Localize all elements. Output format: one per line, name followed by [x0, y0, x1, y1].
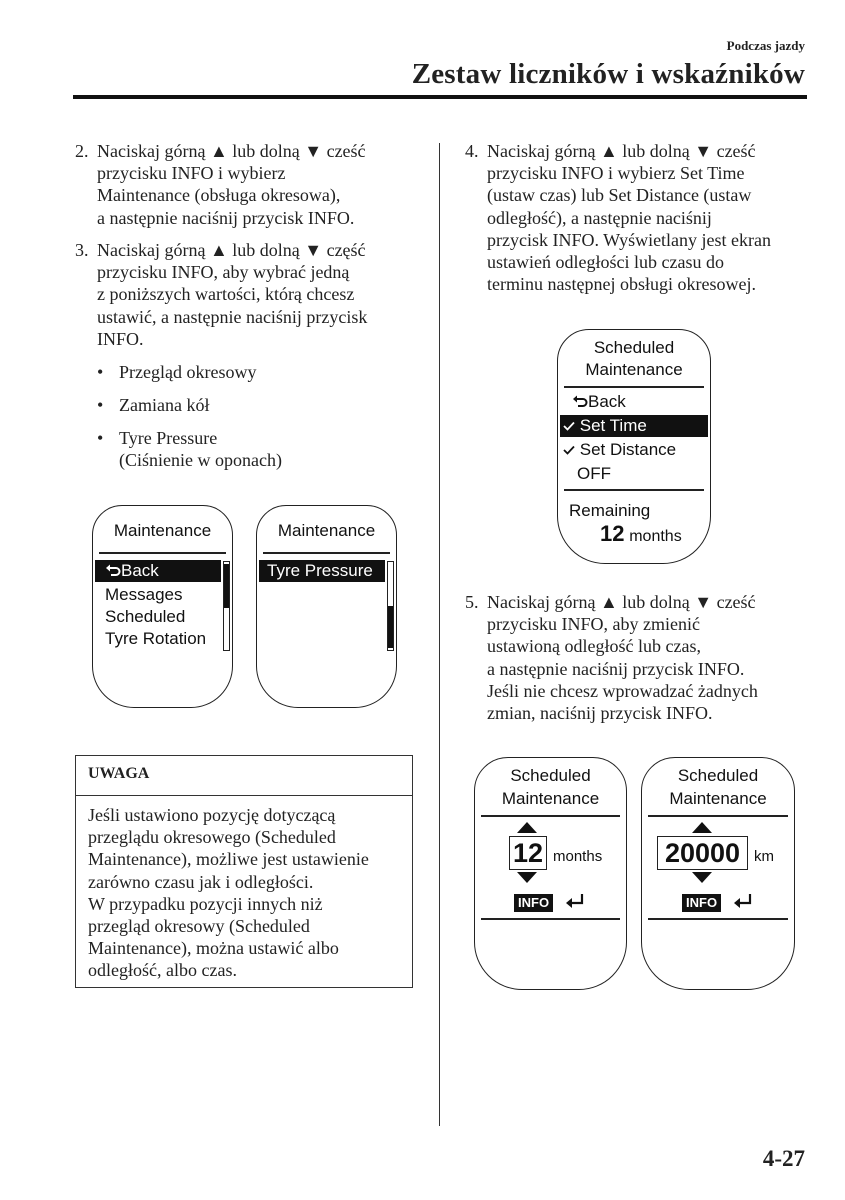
step-line: przycisk INFO. Wyświetlany jest ekran [487, 229, 772, 250]
check-icon [563, 445, 575, 455]
menu-item-scheduled: Scheduled [105, 607, 186, 626]
menu-item-back [572, 391, 626, 413]
menu-item-set-time [560, 415, 708, 437]
remaining-unit: months [629, 528, 682, 545]
step-line: zmian, naciśnij przycisk INFO. [487, 703, 713, 724]
enter-arrow-icon [733, 892, 753, 910]
bullet-item [97, 427, 282, 471]
step-line: terminu następnej obsługi okresowej. [487, 274, 756, 295]
bullet-item [97, 361, 256, 383]
back-arrow-icon [572, 394, 588, 408]
note-line: W przypadku pozycji innych niż [88, 893, 323, 914]
bullet-text: Tyre Pressure [119, 428, 218, 448]
screen-title-line1: Scheduled [677, 766, 759, 785]
maintenance-menu-screen [92, 505, 233, 708]
column-divider [439, 143, 440, 1126]
page-title: Zestaw liczników i wskaźników [411, 58, 805, 90]
screen-divider [481, 918, 620, 920]
remaining-label: Remaining [569, 501, 651, 520]
step-number: 4. [465, 141, 479, 161]
screen-divider [99, 552, 226, 554]
value-unit: months [553, 848, 603, 865]
scheduled-menu-screen [557, 329, 711, 564]
screen-divider [648, 918, 788, 920]
step-line: Naciskaj górną ▲ lub dolną ▼ cześć [487, 592, 756, 612]
note-line: zarówno czasu jak i odległości. [88, 871, 314, 892]
note-line: Jeśli ustawiono pozycję dotyczącą [88, 805, 336, 825]
up-triangle-icon [517, 822, 537, 833]
bullet-dot: • [97, 362, 104, 382]
screen-title: Maintenance [277, 521, 376, 540]
note-heading: UWAGA [88, 765, 150, 782]
up-triangle-icon [692, 822, 712, 833]
screen-title-line2: Maintenance [501, 789, 600, 808]
scrollbar [223, 561, 230, 651]
screen-title-line1: Scheduled [593, 338, 675, 357]
screen-title-line1: Scheduled [510, 766, 591, 785]
note-header [76, 756, 412, 796]
scrollbar-thumb [388, 606, 393, 648]
screen-divider [648, 815, 788, 817]
down-triangle-icon [692, 872, 712, 883]
screen-divider [564, 386, 704, 388]
screen-title-line2: Maintenance [669, 789, 767, 808]
enter-arrow-icon [565, 892, 585, 910]
menu-item-back [95, 560, 221, 582]
value-unit: km [754, 848, 774, 865]
set-distance-screen [641, 757, 795, 990]
set-time-screen [474, 757, 627, 990]
screen-title-line2: Maintenance [585, 360, 683, 379]
step-line: ustawić, a następnie naciśnij przycisk [97, 306, 368, 327]
step-line: Naciskaj górną ▲ lub dolną ▼ część [97, 240, 366, 260]
step-line: (ustaw czas) lub Set Distance (ustaw [487, 185, 752, 206]
screen-divider [564, 489, 704, 491]
remaining-value: 12 [600, 521, 625, 546]
step-line: Maintenance (obsługa okresowa), [97, 185, 341, 206]
menu-item-label: Set Time [579, 416, 647, 435]
note-body [88, 804, 406, 982]
menu-item-set-distance [563, 439, 676, 461]
step-line: a następnie naciśnij przycisk INFO. [97, 207, 355, 228]
section-label: Podczas jazdy [726, 38, 805, 53]
back-arrow-icon [105, 563, 121, 577]
page-number: 4-27 [762, 1146, 805, 1171]
menu-item-label: Back [588, 392, 626, 411]
step-line: odległość), a następnie naciśnij [487, 207, 712, 228]
step-line: INFO. [97, 328, 144, 349]
screen-divider [481, 815, 620, 817]
note-line: Maintenance), możliwe jest ustawienie [88, 849, 369, 870]
step-line: Naciskaj górną ▲ lub dolną ▼ cześć [487, 141, 756, 161]
step-3 [75, 239, 430, 350]
step-line: Naciskaj górną ▲ lub dolną ▼ cześć [97, 141, 366, 161]
note-line: odległość, albo czas. [88, 960, 237, 981]
value-field: 12 [509, 836, 547, 870]
bullet-dot: • [97, 428, 104, 448]
scrollbar [387, 561, 394, 651]
bullet-text: Zamiana kół [119, 395, 210, 415]
step-line: przycisku INFO i wybierz [97, 163, 286, 184]
check-icon [563, 421, 575, 431]
screen-divider [263, 552, 390, 554]
value-field: 20000 [657, 836, 748, 870]
step-line: Jeśli nie chcesz wprowadzać żadnych [487, 680, 758, 701]
note-line: przeglądu okresowego (Scheduled [88, 827, 336, 848]
step-line: ustawioną odległość lub czas, [487, 636, 701, 657]
step-5 [465, 591, 815, 724]
menu-item-label: Back [121, 561, 159, 580]
info-badge: INFO [682, 894, 721, 912]
scrollbar-thumb [224, 564, 229, 608]
bullet-text: Przegląd okresowy [119, 362, 257, 382]
title-rule [73, 95, 807, 99]
remaining-readout [600, 523, 682, 548]
info-badge: INFO [514, 894, 553, 912]
step-line: przycisku INFO i wybierz Set Time [487, 163, 745, 184]
bullet-dot: • [97, 395, 104, 415]
step-line: przycisku INFO, aby zmienić [487, 614, 700, 635]
step-4 [465, 140, 815, 295]
note-line: przegląd okresowy (Scheduled [88, 916, 310, 937]
maintenance-tyre-screen [256, 505, 397, 708]
note-line: Maintenance), można ustawić albo [88, 938, 339, 959]
menu-item-tyre-rotation: Tyre Rotation [105, 629, 207, 648]
step-number: 5. [465, 592, 479, 612]
menu-item-tyre-pressure: Tyre Pressure [259, 560, 385, 582]
bullet-item [97, 394, 209, 416]
step-2 [75, 140, 430, 229]
menu-item-messages: Messages [105, 585, 183, 604]
down-triangle-icon [517, 872, 537, 883]
bullet-text: (Ciśnienie w oponach) [119, 450, 282, 471]
menu-item-label: Set Distance [579, 440, 677, 459]
step-line: z poniższych wartości, którą chcesz [97, 284, 355, 305]
step-line: przycisku INFO, aby wybrać jedną [97, 262, 350, 283]
step-line: ustawień odległości lub czasu do [487, 252, 724, 273]
step-number: 2. [75, 141, 89, 161]
screen-title: Maintenance [113, 521, 212, 540]
step-number: 3. [75, 240, 89, 260]
step-line: a następnie naciśnij przycisk INFO. [487, 658, 745, 679]
note-box [75, 755, 413, 988]
menu-item-off: OFF [577, 464, 611, 483]
